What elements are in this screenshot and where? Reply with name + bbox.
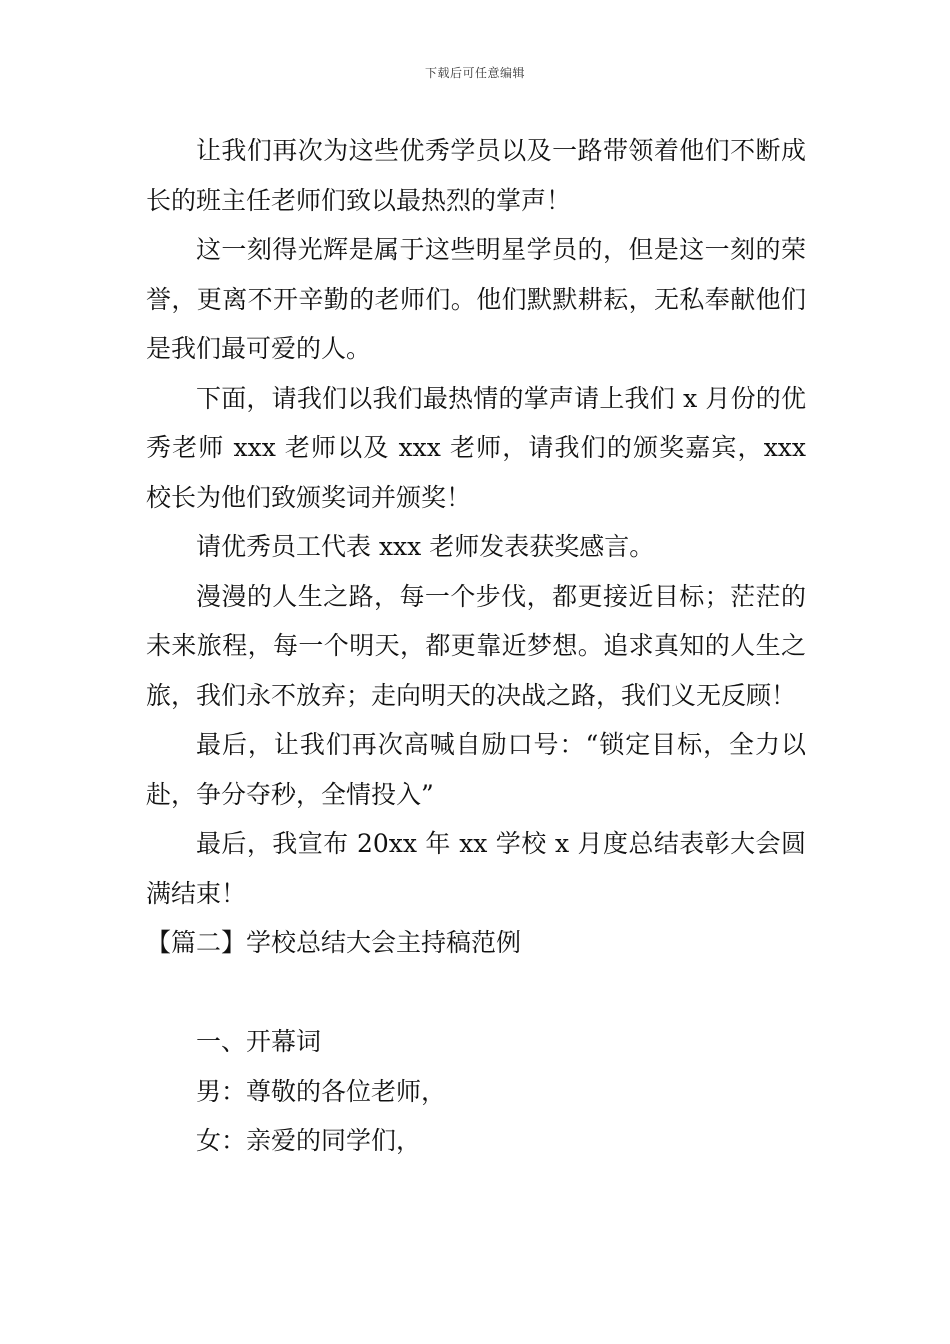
paragraph-honor: 这一刻得光辉是属于这些明星学员的，但是这一刻的荣誉，更离不开辛勤的老师们。他们默默耕耘，无私奉献他们是我们最可爱的人。 — [146, 235, 806, 363]
paragraph-female-host: 女：亲爱的同学们， — [196, 1126, 422, 1155]
document-body — [146, 126, 806, 1166]
paragraph-opening-heading: 一、开幕词 — [196, 1027, 322, 1056]
paragraph-male-host: 男：尊敬的各位老师， — [196, 1076, 447, 1106]
paragraph-slogan: 最后，让我们再次高喊自励口号：“锁定目标，全力以赴，争分夺秒，全情投入” — [146, 730, 806, 809]
paragraph-life-road: 漫漫的人生之路，每一个步伐，都更接近目标；茫茫的未来旅程，每一个明天，都更靠近梦想。追求真知的人生之旅，我们永不放弃；走向明天的决战之路，我们义无反顾！ — [146, 581, 806, 710]
section-title: 【篇二】学校总结大会主持稿范例 — [146, 928, 522, 957]
paragraph-applause: 让我们再次为这些优秀学员以及一路带领着他们不断成长的班主任老师们致以最热烈的掌声！ — [146, 136, 806, 215]
page-header: 下载后可任意编辑 — [424, 66, 525, 80]
paragraph-speech: 请优秀员工代表 xxx 老师发表获奖感言。 — [196, 532, 655, 561]
paragraph-closing: 最后，我宣布 20xx 年 xx 学校 x 月度总结表彰大会圆满结束！ — [146, 829, 806, 908]
blank-line — [146, 968, 806, 1018]
paragraph-award-invite: 下面，请我们以我们最热情的掌声请上我们 x 月份的优秀老师 xxx 老师以及 xxx 老师，请我们的颁奖嘉宾，xxx 校长为他们致颁奖词并颁奖！ — [146, 383, 806, 512]
